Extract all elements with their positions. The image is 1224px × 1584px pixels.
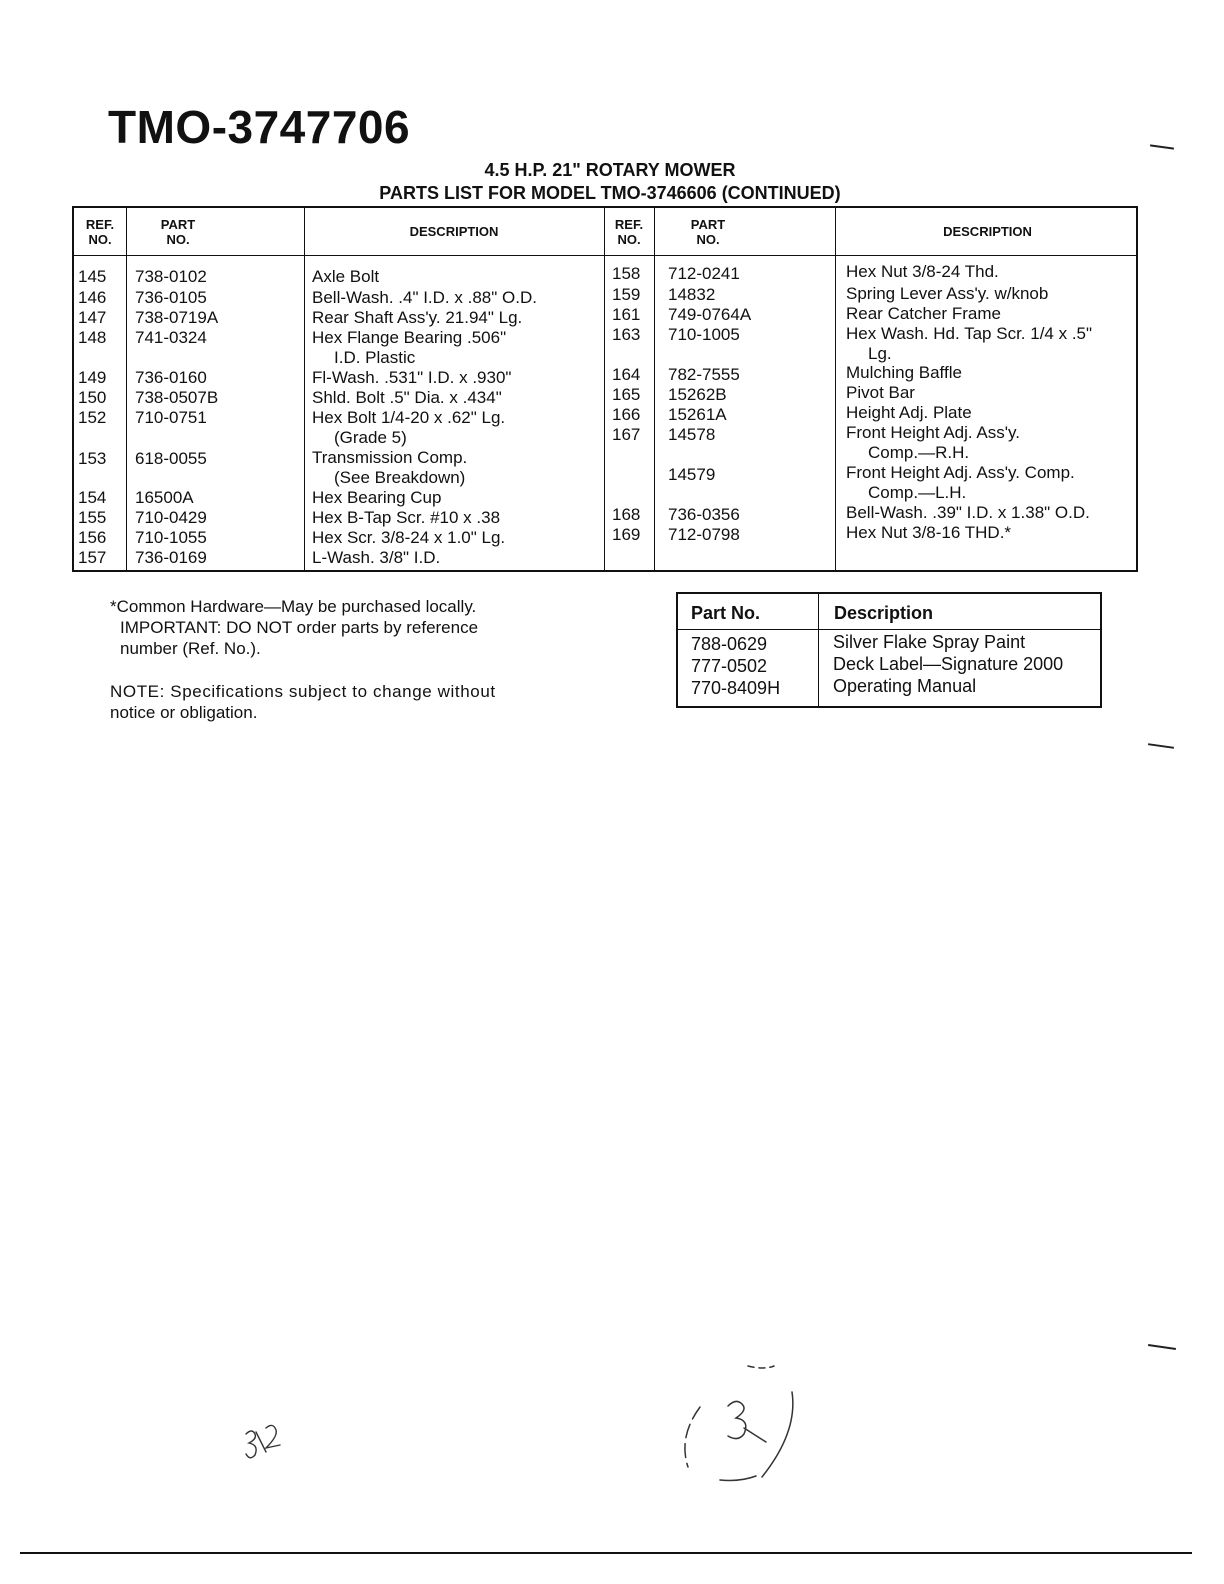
ref-cell: 169 (612, 525, 641, 544)
description-cell: Pivot Bar (846, 383, 915, 402)
ref-cell: 168 (612, 505, 641, 524)
ref-cell: 159 (612, 285, 641, 304)
subtitle-parts-list: PARTS LIST FOR MODEL TMO-3746606 (CONTINUED) (379, 183, 841, 203)
part-cell: 788-0629 (691, 634, 768, 654)
bottom-rule (20, 1552, 1192, 1554)
part-cell: 770-8409H (691, 678, 781, 698)
header-description-left: DESCRIPTION (409, 224, 499, 239)
part-cell: 782-7555 (668, 365, 740, 384)
ref-cell: 164 (612, 365, 641, 384)
description-continuation: Comp.—R.H. (868, 443, 970, 462)
additional-parts-table (676, 592, 1102, 708)
description-cell: Hex Nut 3/8-16 THD.* (846, 523, 1012, 542)
part-cell: 15261A (668, 405, 727, 424)
description-cell: Operating Manual (833, 676, 977, 696)
ref-cell: 155 (78, 508, 107, 527)
ref-cell: 152 (78, 408, 107, 427)
scan-edge-mark (1148, 1344, 1176, 1350)
part-cell: 14578 (668, 425, 716, 444)
important-note-line2: number (Ref. No.). (120, 639, 261, 658)
description-cell: Front Height Adj. Ass'y. Comp. (846, 463, 1075, 482)
common-hardware-note: *Common Hardware—May be purchased locally. (110, 597, 477, 616)
circled-handwritten-number (660, 1362, 810, 1492)
part-cell: 618-0055 (135, 449, 207, 468)
ref-cell: 161 (612, 305, 641, 324)
part-cell: 738-0719A (135, 308, 219, 327)
ref-cell: 153 (78, 449, 107, 468)
subtitle-mower: 4.5 H.P. 21" ROTARY MOWER (484, 160, 736, 180)
ref-cell: 147 (78, 308, 107, 327)
description-cell: Bell-Wash. .4" I.D. x .88" O.D. (312, 288, 537, 307)
description-cell: Hex Bearing Cup (312, 488, 442, 507)
part-cell: 736-0356 (668, 505, 740, 524)
part-cell: 710-0429 (135, 508, 207, 527)
description-cell: Fl-Wash. .531" I.D. x .930" (312, 368, 512, 387)
ref-cell: 166 (612, 405, 641, 424)
specifications-note-line1: NOTE: Specifications subject to change without (110, 682, 496, 701)
description-continuation: I.D. Plastic (334, 348, 416, 367)
description-continuation: (See Breakdown) (334, 468, 466, 487)
description-cell: Deck Label—Signature 2000 (833, 654, 1064, 674)
document-title: TMO-3747706 (108, 101, 411, 153)
part-cell: 749-0764A (668, 305, 752, 324)
description-cell: Hex Bolt 1/4-20 x .62" Lg. (312, 408, 506, 427)
description-cell: Shld. Bolt .5" Dia. x .434" (312, 388, 502, 407)
description-cell: Height Adj. Plate (846, 403, 972, 422)
part-cell: 712-0798 (668, 525, 740, 544)
header-part-no-right: PART NO. (690, 216, 726, 247)
header-divider (678, 629, 1100, 630)
description-cell: L-Wash. 3/8" I.D. (312, 548, 441, 567)
ref-cell: 157 (78, 548, 107, 567)
footnotes (110, 596, 600, 723)
part-cell: 710-1055 (135, 528, 207, 547)
scan-edge-mark (1150, 144, 1174, 149)
part-cell: 14579 (668, 465, 716, 484)
ref-cell: 149 (78, 368, 107, 387)
description-continuation: Lg. (868, 344, 892, 363)
header-part-no-left: PART NO. (160, 216, 196, 247)
ref-cell: 145 (78, 267, 107, 286)
description-continuation: (Grade 5) (334, 428, 407, 447)
description-continuation: Comp.—L.H. (868, 483, 967, 502)
parts-table (72, 206, 1138, 572)
description-cell: Hex Flange Bearing .506" (312, 328, 507, 347)
ref-cell: 158 (612, 264, 641, 283)
part-cell: 710-1005 (668, 325, 740, 344)
description-cell: Spring Lever Ass'y. w/knob (846, 284, 1049, 303)
description-cell: Bell-Wash. .39" I.D. x 1.38" O.D. (846, 503, 1090, 522)
description-cell: Rear Shaft Ass'y. 21.94" Lg. (312, 308, 523, 327)
part-cell: 736-0169 (135, 548, 207, 567)
part-cell: 14832 (668, 285, 716, 304)
header-description: Description (834, 603, 934, 623)
header-part-no: Part No. (691, 603, 761, 623)
ref-cell: 165 (612, 385, 641, 404)
description-cell: Axle Bolt (312, 267, 380, 286)
part-cell: 16500A (135, 488, 194, 507)
part-cell: 738-0102 (135, 267, 207, 286)
column-divider (835, 208, 836, 570)
description-cell: Silver Flake Spray Paint (833, 632, 1026, 652)
ref-cell: 150 (78, 388, 107, 407)
description-cell: Hex Wash. Hd. Tap Scr. 1/4 x .5" (846, 324, 1093, 343)
header-description-right: DESCRIPTION (943, 224, 1032, 239)
part-cell: 736-0160 (135, 368, 207, 387)
ref-cell: 156 (78, 528, 107, 547)
important-note-line1: IMPORTANT: DO NOT order parts by reference (120, 618, 479, 637)
part-cell: 741-0324 (135, 328, 207, 347)
ref-cell: 148 (78, 328, 107, 347)
column-divider (818, 594, 819, 706)
part-cell: 710-0751 (135, 408, 207, 427)
handwritten-page-mark (232, 1410, 302, 1480)
ref-cell: 146 (78, 288, 107, 307)
description-cell: Transmission Comp. (312, 448, 468, 467)
header-ref-no-right: REF. NO. (614, 216, 644, 247)
description-cell: Hex Scr. 3/8-24 x 1.0" Lg. (312, 528, 506, 547)
description-cell: Mulching Baffle (846, 363, 962, 382)
ref-cell: 154 (78, 488, 107, 507)
description-cell: Hex Nut 3/8-24 Thd. (846, 262, 999, 281)
scan-edge-mark (1148, 743, 1174, 749)
description-cell: Front Height Adj. Ass'y. (846, 423, 1020, 442)
part-cell: 736-0105 (135, 288, 207, 307)
header-divider (74, 255, 1136, 256)
column-divider (654, 208, 655, 570)
part-cell: 712-0241 (668, 264, 740, 283)
description-cell: Hex B-Tap Scr. #10 x .38 (312, 508, 501, 527)
ref-cell: 167 (612, 425, 641, 444)
part-cell: 15262B (668, 385, 727, 404)
part-cell: 738-0507B (135, 388, 219, 407)
specifications-note-line2: notice or obligation. (110, 703, 258, 722)
column-divider (304, 208, 305, 570)
header-ref-no-left: REF. NO. (85, 216, 115, 247)
column-divider (126, 208, 127, 570)
part-cell: 777-0502 (691, 656, 768, 676)
ref-cell: 163 (612, 325, 641, 344)
description-cell: Rear Catcher Frame (846, 304, 1001, 323)
column-divider (604, 208, 605, 570)
